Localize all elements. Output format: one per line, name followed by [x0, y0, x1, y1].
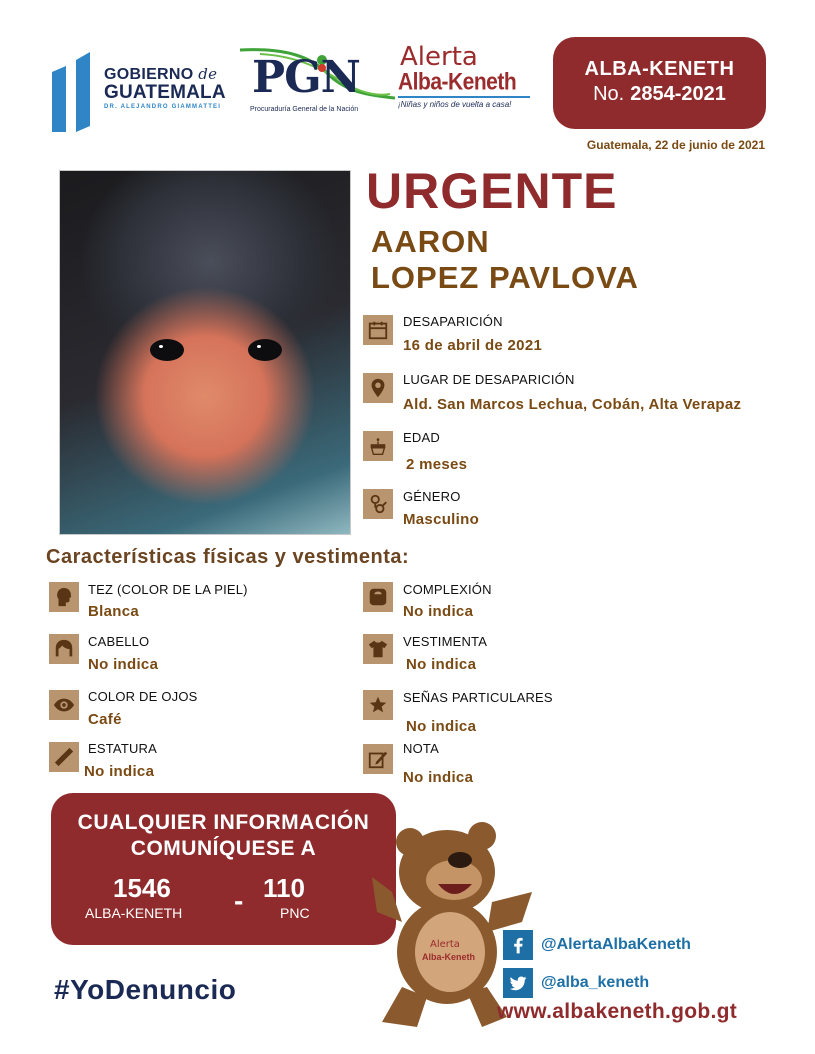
phone-pnc[interactable]: 110 — [263, 873, 305, 903]
svg-text:Alba-Keneth: Alba-Keneth — [422, 952, 476, 962]
case-title: ALBA-KENETH — [584, 58, 735, 80]
gobierno-logo-bars-icon — [52, 52, 96, 132]
char-label-hair: CABELLO — [88, 634, 150, 649]
contact-box — [51, 793, 396, 945]
phone-alba-keneth[interactable]: 1546 — [113, 873, 171, 903]
char-value-build: No indica — [403, 603, 474, 620]
gobierno-de: de — [198, 65, 218, 83]
case-number: 2854-2021 — [630, 83, 726, 105]
char-value-marks: No indica — [406, 718, 477, 735]
char-value-eyes: Café — [88, 711, 122, 728]
facebook-handle: @AlertaAlbaKeneth — [541, 936, 691, 953]
star-icon — [363, 690, 393, 720]
gender-icon — [363, 489, 393, 519]
detail-value-gender: Masculino — [403, 511, 480, 528]
facebook-link[interactable] — [503, 930, 691, 960]
ak-divider — [398, 96, 530, 98]
child-first-name: AARON — [371, 224, 490, 259]
facebook-icon — [503, 930, 533, 960]
website-link[interactable]: www.albakeneth.gob.gt — [497, 1000, 738, 1023]
case-number-badge — [553, 37, 766, 129]
pgn-acronym: PGN — [252, 52, 360, 103]
ruler-icon — [49, 742, 79, 772]
gobierno-line3: DR. ALEJANDRO GIAMMATTEI — [104, 104, 222, 110]
hashtag: #YoDenuncio — [54, 974, 237, 1005]
missing-child-photo — [59, 170, 351, 535]
char-label-height: ESTATURA — [88, 741, 158, 756]
svg-text:Alerta: Alerta — [430, 939, 460, 950]
detail-label-age: EDAD — [403, 430, 440, 445]
photo-eye-left — [150, 339, 184, 361]
eye-icon — [49, 690, 79, 720]
detail-label-disappearance: DESAPARICIÓN — [403, 314, 503, 329]
hair-icon — [49, 634, 79, 664]
characteristics-heading: Características físicas y vestimenta: — [46, 546, 410, 568]
location-pin-icon — [363, 373, 393, 403]
detail-label-location: LUGAR DE DESAPARICIÓN — [403, 372, 575, 387]
contact-line2: COMUNÍQUESE A — [130, 837, 317, 860]
child-last-name: LOPEZ PAVLOVA — [371, 260, 639, 295]
gobierno-line2: GUATEMALA — [104, 82, 226, 103]
phone-pnc-label: PNC — [280, 905, 310, 921]
char-label-marks: SEÑAS PARTICULARES — [403, 690, 553, 705]
photo-eye-right — [248, 339, 282, 361]
char-value-clothing: No indica — [406, 656, 477, 673]
char-value-hair: No indica — [88, 656, 159, 673]
head-profile-icon — [49, 582, 79, 612]
char-value-note: No indica — [403, 769, 474, 786]
char-label-eyes: COLOR DE OJOS — [88, 689, 198, 704]
twitter-link[interactable] — [503, 968, 649, 998]
case-no-label: No. — [593, 83, 625, 105]
urgent-heading: URGENTE — [366, 163, 618, 219]
scale-icon — [363, 582, 393, 612]
calendar-icon — [363, 315, 393, 345]
char-value-skin: Blanca — [88, 603, 139, 620]
char-value-height: No indica — [84, 763, 155, 780]
twitter-icon — [503, 968, 533, 998]
phone-alba-keneth-label: ALBA-KENETH — [85, 905, 183, 921]
ak-tagline: ¡Niñas y niños de vuelta a casa! — [398, 100, 512, 109]
char-label-build: COMPLEXIÓN — [403, 582, 492, 597]
char-label-clothing: VESTIMENTA — [403, 634, 488, 649]
ak-alerta-text: Alerta — [400, 42, 478, 72]
gobierno-logo — [104, 66, 226, 110]
pgn-logo — [240, 46, 395, 118]
issue-date: Guatemala, 22 de junio de 2021 — [586, 138, 765, 152]
tshirt-icon — [363, 634, 393, 664]
char-label-skin: TEZ (COLOR DE LA PIEL) — [88, 582, 248, 597]
ak-name-text: Alba-Keneth — [398, 68, 517, 96]
edit-note-icon — [363, 744, 393, 774]
detail-label-gender: GÉNERO — [403, 489, 461, 504]
twitter-handle: @alba_keneth — [541, 974, 650, 991]
alerta-alba-keneth-logo — [398, 44, 533, 109]
detail-value-location: Ald. San Marcos Lechua, Cobán, Alta Verapaz — [403, 396, 742, 413]
gobierno-line1: GOBIERNO — [104, 66, 194, 83]
contact-line1: CUALQUIER INFORMACIÓN — [77, 811, 370, 834]
birthday-cake-icon — [363, 431, 393, 461]
detail-value-disappearance: 16 de abril de 2021 — [403, 337, 543, 354]
pgn-subtitle: Procuraduría General de la Nación — [250, 106, 359, 113]
char-label-note: NOTA — [403, 741, 439, 756]
phone-separator: - — [234, 885, 244, 916]
detail-value-age: 2 meses — [406, 456, 468, 473]
